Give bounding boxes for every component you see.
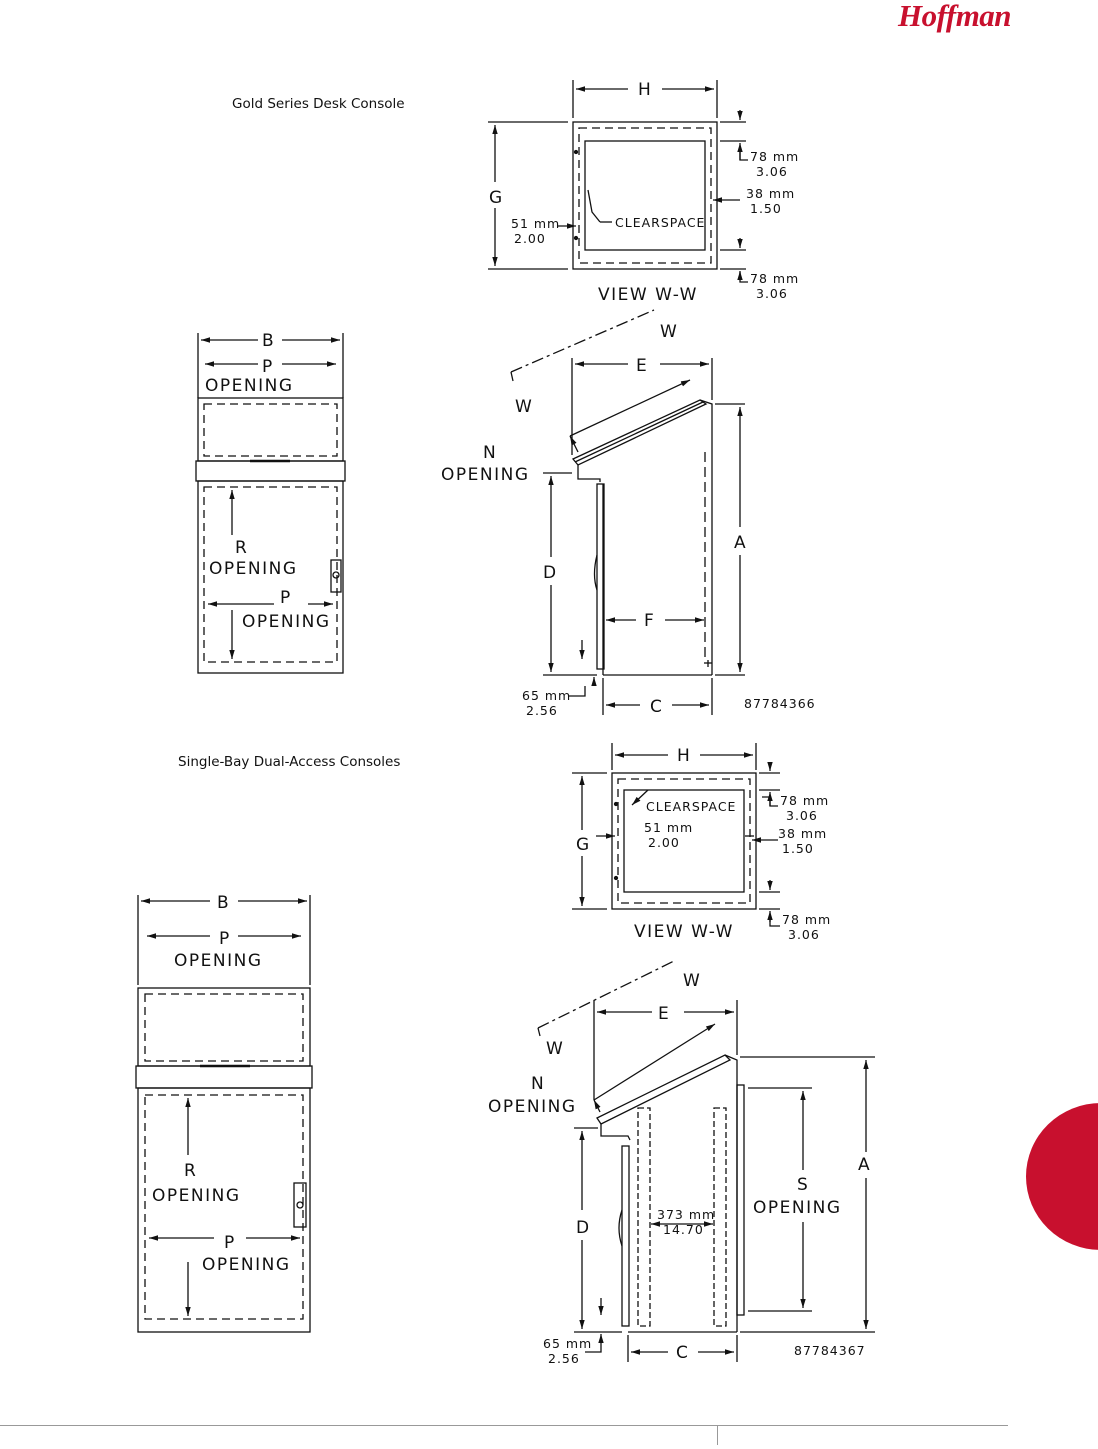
desk-console-title: Gold Series Desk Console [232, 96, 405, 112]
dim-p-label: P [262, 357, 274, 377]
desk-side-view [511, 310, 748, 715]
dim-256-label: 2.56 [526, 703, 558, 718]
dim-306-label: 3.06 [756, 164, 788, 179]
dim-b-label: B [262, 331, 276, 351]
dim-n-label: N [483, 443, 498, 463]
dual-dim-38mm-label: 38 mm [778, 826, 828, 841]
dual-dim-373mm-label: 373 mm [657, 1207, 716, 1222]
dual-dim-s-opening-label: OPENING [753, 1198, 842, 1218]
dual-dim-65mm-label: 65 mm [543, 1336, 593, 1351]
drawing-number-dual: 87784367 [794, 1343, 866, 1358]
dual-dim-n-opening-label: OPENING [488, 1097, 577, 1117]
desk-view-ww [488, 80, 748, 282]
footer-divider [717, 1425, 718, 1445]
dim-p2-opening-label: OPENING [242, 612, 331, 632]
dim-150-label: 1.50 [750, 201, 782, 216]
clearspace-label: CLEARSPACE [615, 215, 706, 230]
dual-dim-78mm-bottom-label: 78 mm [782, 912, 832, 927]
dual-side-view [538, 960, 875, 1362]
dual-w-top-label: W [683, 971, 702, 991]
dim-c-label: C [650, 697, 664, 717]
dim-a-label: A [734, 533, 748, 553]
dual-dim-p-label: P [219, 929, 231, 949]
dim-e-label: E [636, 356, 649, 376]
dual-dim-r-label: R [184, 1161, 198, 1181]
dual-dim-78mm-label: 78 mm [780, 793, 830, 808]
dual-dim-p2-opening-label: OPENING [202, 1255, 291, 1275]
dim-78mm-bottom-label: 78 mm [750, 271, 800, 286]
dual-dim-a-label: A [858, 1155, 872, 1175]
dual-dim-d-label: D [576, 1218, 591, 1238]
dual-dim-306-bottom-label: 3.06 [788, 927, 820, 942]
dim-r-label: R [235, 538, 249, 558]
dual-dim-g-label: G [576, 835, 591, 855]
dual-dim-n-label: N [531, 1074, 546, 1094]
desk-w-top-label: W [660, 322, 679, 342]
dim-51mm-label: 51 mm [511, 216, 561, 231]
dim-78mm-label: 78 mm [750, 149, 800, 164]
drawing-number-desk: 87784366 [744, 696, 816, 711]
dual-view-ww-label: VIEW W-W [634, 922, 734, 942]
dual-access-title: Single-Bay Dual-Access Consoles [178, 754, 401, 770]
dim-n-opening-label: OPENING [441, 465, 530, 485]
dual-w-left-label: W [546, 1039, 565, 1059]
dual-dim-h-label: H [677, 746, 692, 766]
dim-d-label: D [543, 563, 558, 583]
dual-dim-r-opening-label: OPENING [152, 1186, 241, 1206]
dual-dim-c-label: C [676, 1343, 690, 1363]
dim-p2-label: P [280, 588, 292, 608]
dual-dim-51mm-label: 51 mm [644, 820, 694, 835]
dual-dim-1470-label: 14.70 [663, 1222, 704, 1237]
hoffman-logo: Hoffman [898, 0, 1012, 33]
dual-dim-e-label: E [658, 1004, 671, 1024]
dual-dim-306-label: 3.06 [786, 808, 818, 823]
dim-f-label: F [644, 611, 656, 631]
dim-306-bottom-label: 3.06 [756, 286, 788, 301]
dim-g-label: G [489, 188, 504, 208]
dual-dim-s-label: S [797, 1175, 810, 1195]
footer-rule [0, 1425, 1008, 1426]
dual-dim-p-opening-label: OPENING [174, 951, 263, 971]
dual-dim-200-label: 2.00 [648, 835, 680, 850]
dim-200-label: 2.00 [514, 231, 546, 246]
dim-r-opening-label: OPENING [209, 559, 298, 579]
view-ww-label: VIEW W-W [598, 285, 698, 305]
dual-dim-256-label: 2.56 [548, 1351, 580, 1366]
dim-h-label: H [638, 80, 653, 100]
dim-p-opening-label: OPENING [205, 376, 294, 396]
dual-dim-b-label: B [217, 893, 231, 913]
dual-clearspace-label: CLEARSPACE [646, 799, 737, 814]
dual-dim-150-label: 1.50 [782, 841, 814, 856]
dim-65mm-label: 65 mm [522, 688, 572, 703]
dim-38mm-label: 38 mm [746, 186, 796, 201]
desk-w-left-label: W [515, 397, 534, 417]
dual-dim-p2-label: P [224, 1233, 236, 1253]
